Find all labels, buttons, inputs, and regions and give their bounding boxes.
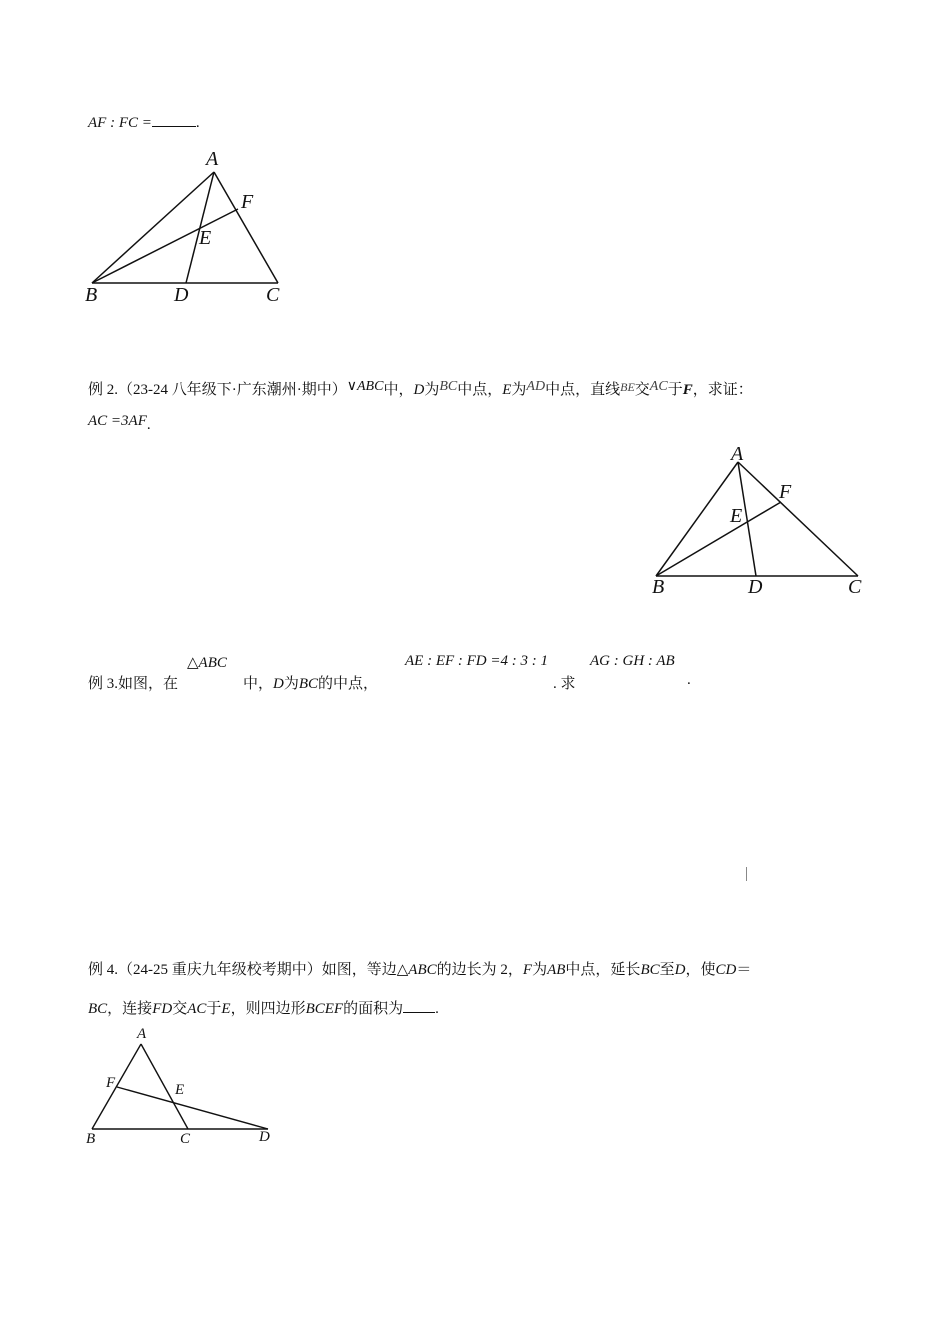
fig2-label-c: C: [848, 576, 862, 598]
fig4-label-c: C: [180, 1131, 191, 1147]
text: ＝: [736, 962, 752, 978]
quadrilateral-bcef: BCEF: [305, 1001, 344, 1017]
text: 的边长为 2，: [436, 962, 523, 978]
example-3-prefix: 例 3.如图，在: [88, 676, 179, 692]
text: 的中点，: [318, 676, 379, 692]
example-2-prefix: 例 2.（23-24 八年级下·广东潮州·期中）: [88, 382, 347, 398]
point-e: E: [502, 382, 512, 398]
text: ，连接: [107, 1001, 153, 1017]
fig2-label-f: F: [779, 481, 792, 503]
triangle-abc: △ABC: [187, 655, 227, 671]
text: 中，: [383, 382, 414, 398]
segment-bc: BC: [88, 1001, 108, 1017]
segment-ad: AD: [526, 379, 546, 394]
fig4-label-f: F: [106, 1075, 116, 1091]
text: 为: [532, 962, 548, 978]
text: 的面积为: [343, 1001, 404, 1017]
period: .: [687, 672, 691, 688]
segment-cd: CD: [715, 962, 737, 978]
text: 于: [667, 382, 683, 398]
triangle-abc: ABC: [408, 962, 437, 978]
segment-ab: AB: [547, 962, 566, 978]
text: 为: [424, 382, 440, 398]
period: .: [435, 1001, 439, 1017]
point-d: D: [273, 676, 284, 692]
proof-goal: AC =3AF: [88, 413, 147, 429]
example-3-ask-text: . 求: [553, 676, 576, 692]
text: ，使: [685, 962, 716, 978]
segment-fd: FD: [152, 1001, 173, 1017]
point-f: F: [522, 962, 533, 978]
text: 至: [659, 962, 675, 978]
text: ，则四边形: [230, 1001, 306, 1017]
fig4-label-e: E: [175, 1082, 185, 1098]
text: 为: [511, 382, 527, 398]
fig1-label-c: C: [266, 284, 280, 306]
segment-bc: BC: [439, 379, 458, 394]
text: 交: [172, 1001, 188, 1017]
point-d: D: [674, 962, 686, 978]
text: 中点，: [457, 382, 503, 398]
fig4-label-b: B: [86, 1131, 96, 1147]
line-be: BE: [620, 380, 635, 394]
point-d: D: [413, 382, 425, 398]
segment-ac: AC: [649, 379, 668, 394]
fig1-label-e: E: [199, 227, 212, 249]
fig1-label-a: A: [206, 148, 219, 170]
triangle-abc: ABC: [357, 379, 384, 394]
point-f: F: [682, 382, 693, 398]
text: 中，: [243, 676, 274, 692]
example-4-prefix: 例 4.（24-25 重庆九年级校考期中）如图，等边△: [88, 962, 409, 978]
fig1-label-d: D: [174, 284, 189, 306]
period: .: [146, 417, 151, 433]
triangle-symbol: ∨: [346, 378, 357, 394]
text: 为: [283, 676, 299, 692]
ratio-expression: AF : FC =: [88, 115, 152, 131]
segment-bc: BC: [640, 962, 660, 978]
fig2-label-a: A: [731, 443, 744, 465]
text: 中点，直线: [545, 382, 621, 398]
fig4-label-a: A: [137, 1026, 147, 1042]
fig2-label-d: D: [748, 576, 763, 598]
point-e: E: [221, 1001, 231, 1017]
segment-ac: AC: [187, 1001, 207, 1017]
text: 于: [206, 1001, 222, 1017]
text: 交: [634, 382, 650, 398]
ask-expression: AG : GH : AB: [590, 653, 675, 669]
fig1-label-b: B: [85, 284, 98, 306]
fig4-label-d: D: [259, 1129, 270, 1145]
text: 中点，延长: [565, 962, 641, 978]
period: .: [195, 115, 200, 131]
fig1-label-f: F: [241, 191, 254, 213]
fig2-label-b: B: [652, 576, 665, 598]
fig2-label-e: E: [730, 505, 743, 527]
segment-bc: BC: [298, 676, 319, 692]
text: ，求证：: [692, 382, 753, 398]
ratio-expression: AE : EF : FD =4 : 3 : 1: [405, 653, 548, 669]
